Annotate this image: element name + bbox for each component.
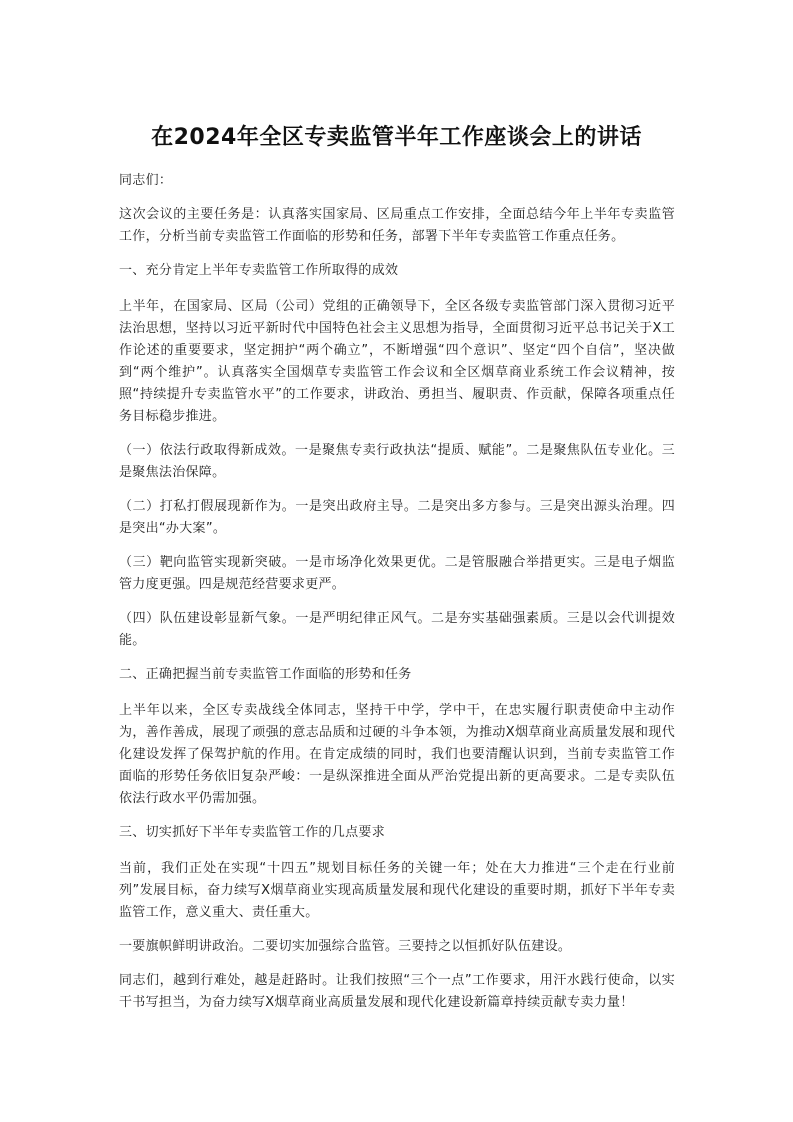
document-title: 在2024年全区专卖监管半年工作座谈会上的讲话 [151,125,642,150]
paragraph: 上半年以来，全区专卖战线全体同志，坚持干中学，学中干，在忠实履行职责使命中主动作为，善作善成，展现了顽强的意志品质和过硬的斗争本领，为推动X烟草商业高质量发展和现代化建设发挥了保驾护航的作用。在肯定成绩的同时，我们也要清醒认识到，当前专卖监管工作面临的形势任务依旧复杂严峻：一是纵深推进全面从严治党提出新的更高要求。二是专卖队伍依法行政水平仍需加强。 [119,703,675,806]
paragraph: （三）靶向监管实现新突破。一是市场净化效果更优。二是管服融合举措更实。三是电子烟监管力度更强。四是规范经营要求更严。 [119,555,675,592]
paragraph: （二）打私打假展现新作为。一是突出政府主导。二是突出多方参与。三是突出源头治理。四是突出“办大案”。 [119,499,675,536]
paragraph: 当前，我们正处在实现“十四五”规划目标任务的关键一年；处在大力推进“三个走在行业前列”发展目标，奋力续写X烟草商业实现高质量发展和现代化建设的重要时期，抓好下半年专卖监管工作，意义重大、责任重大。 [119,861,675,920]
section-heading-1: 一、充分肯定上半年专卖监管工作所取得的成效 [119,263,399,278]
document-body [119,170,675,1026]
paragraph-closing: 同志们，越到行难处，越是赶路时。让我们按照“三个一点”工作要求，用汗水践行使命，以实干书写担当，为奋力续写X烟草商业高质量发展和现代化建设新篇章持续贡献专卖力量！ [119,973,675,1010]
paragraph: （四）队伍建设彰显新气象。一是严明纪律正风气。二是夯实基础强素质。三是以会代训提效能。 [119,611,675,648]
paragraph: 一要旗帜鲜明讲政治。二要切实加强综合监管。三要持之以恒抓好队伍建设。 [119,939,572,954]
paragraph-intro: 这次会议的主要任务是：认真落实国家局、区局重点工作安排，全面总结今年上半年专卖监管工作，分析当前专卖监管工作面临的形势和任务，部署下半年专卖监管工作重点任务。 [119,207,675,244]
section-heading-3: 三、切实抓好下半年专卖监管工作的几点要求 [119,825,386,840]
salutation: 同志们： [119,173,173,188]
paragraph: （一）依法行政取得新成效。一是聚焦专卖行政执法“提质、赋能”。二是聚焦队伍专业化。三是聚焦法治保障。 [119,443,675,480]
paragraph: 上半年，在国家局、区局（公司）党组的正确领导下，全区各级专卖监管部门深入贯彻习近平法治思想，坚持以习近平新时代中国特色社会主义思想为指导，全面贯彻习近平总书记关于X工作论述的重要要求，坚定拥护“两个确立”，不断增强“四个意识”、坚定“四个自信”，坚决做到“两个维护”。认真落实全国烟草专卖监管工作会议和全区烟草商业系统工作会议精神，按照“持续提升专卖监管水平”的工作要求，讲政治、勇担当、履职责、作贡献，保障各项重点任务目标稳步推进。 [119,299,675,424]
section-heading-2: 二、正确把握当前专卖监管工作面临的形势和任务 [119,667,412,682]
